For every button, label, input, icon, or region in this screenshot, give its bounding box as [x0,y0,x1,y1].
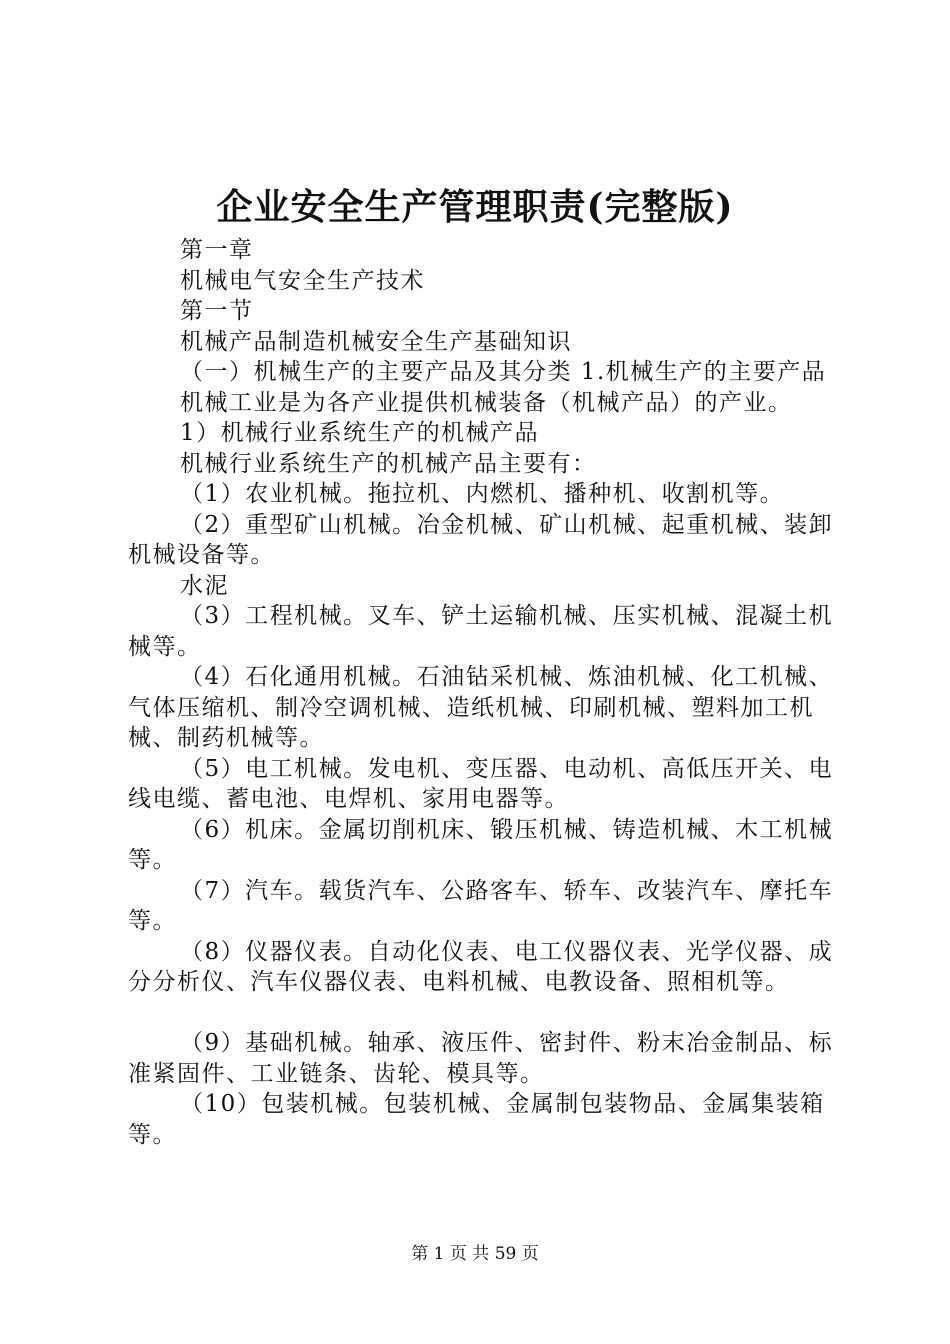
paragraph: 机械行业系统生产的机械产品主要有： [180,450,597,477]
paragraph: （1）农业机械。拖拉机、内燃机、播种机、收割机等。 [180,481,785,507]
paragraph: 第一章 [180,237,254,263]
paragraph: （7）汽车。载货汽车、公路客车、轿车、改装汽车、摩托车等。 [128,877,834,934]
paragraph: 1）机械行业系统生产的机械产品 [180,420,540,446]
paragraph: （4）石化通用机械。石油钻采机械、炼油机械、化工机械、气体压缩机、制冷空调机械、造纸机械、印刷机械、塑料加工机械、制药机械等。 [128,664,834,751]
paragraph: （一）机械生产的主要产品及其分类 1.机械生产的主要产品 [180,359,827,385]
paragraph: 机械电气安全生产技术 [180,267,425,294]
paragraph: （5）电工机械。发电机、变压器、电动机、高低压开关、电线电缆、蓄电池、电焊机、家用电器等。 [128,755,834,812]
paragraph: （6）机床。金属切削机床、锻压机械、铸造机械、木工机械等。 [128,816,834,873]
paragraph-spacer [128,998,852,1029]
paragraph: （8）仪器仪表。自动化仪表、电工仪器仪表、光学仪器、成分分析仪、汽车仪器仪表、电料机械、电教设备、照相机等。 [128,938,834,995]
document-body [128,235,852,1150]
paragraph: 机械产品制造机械安全生产基础知识 [180,328,572,355]
paragraph: （2）重型矿山机械。冶金机械、矿山机械、起重机械、装卸机械设备等。 [128,511,834,568]
paragraph: （10）包装机械。包装机械、金属制包装物品、金属集装箱等。 [128,1091,825,1148]
paragraph: 机械工业是为各产业提供机械装备（机械产品）的产业。 [180,389,793,416]
paragraph: （3）工程机械。叉车、铲土运输机械、压实机械、混凝土机械等。 [128,603,834,660]
document-title: 企业安全生产管理职责(完整版) [216,186,734,228]
paragraph: （9）基础机械。轴承、液压件、密封件、粉末冶金制品、标准紧固件、工业链条、齿轮、模具等。 [128,1030,834,1087]
paragraph: 水泥 [180,572,229,599]
page-indicator: 第 1 页 共 59 页 [411,1244,539,1264]
paragraph: 第一节 [180,298,254,324]
